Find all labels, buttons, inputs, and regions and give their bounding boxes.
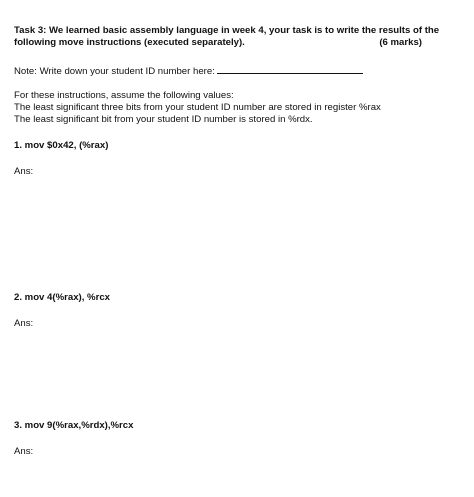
student-id-blank-line <box>217 64 363 74</box>
student-id-note <box>14 64 363 78</box>
assumption-rax: The least significant three bits from your student ID number are stored in register %rax <box>14 102 381 113</box>
task-marks: (6 marks) <box>379 37 422 48</box>
assumptions-intro: For these instructions, assume the following values: <box>14 90 234 101</box>
question-3-prompt: 3. mov 9(%rax,%rdx),%rcx <box>14 420 134 431</box>
task-heading-line-2: following move instructions (executed separately). <box>14 37 245 48</box>
task-heading-line-1: Task 3: We learned basic assembly language in week 4, your task is to write the results of the <box>14 25 440 36</box>
question-2-answer-label: Ans: <box>14 318 34 329</box>
question-1-prompt: 1. mov $0x42, (%rax) <box>14 140 109 151</box>
question-3-answer-label: Ans: <box>14 446 34 457</box>
student-id-note-text: Note: Write down your student ID number here: <box>14 66 215 77</box>
assumption-rdx: The least significant bit from your student ID number is stored in %rdx. <box>14 114 313 125</box>
question-2-prompt: 2. mov 4(%rax), %rcx <box>14 292 110 303</box>
question-1-answer-label: Ans: <box>14 166 34 177</box>
